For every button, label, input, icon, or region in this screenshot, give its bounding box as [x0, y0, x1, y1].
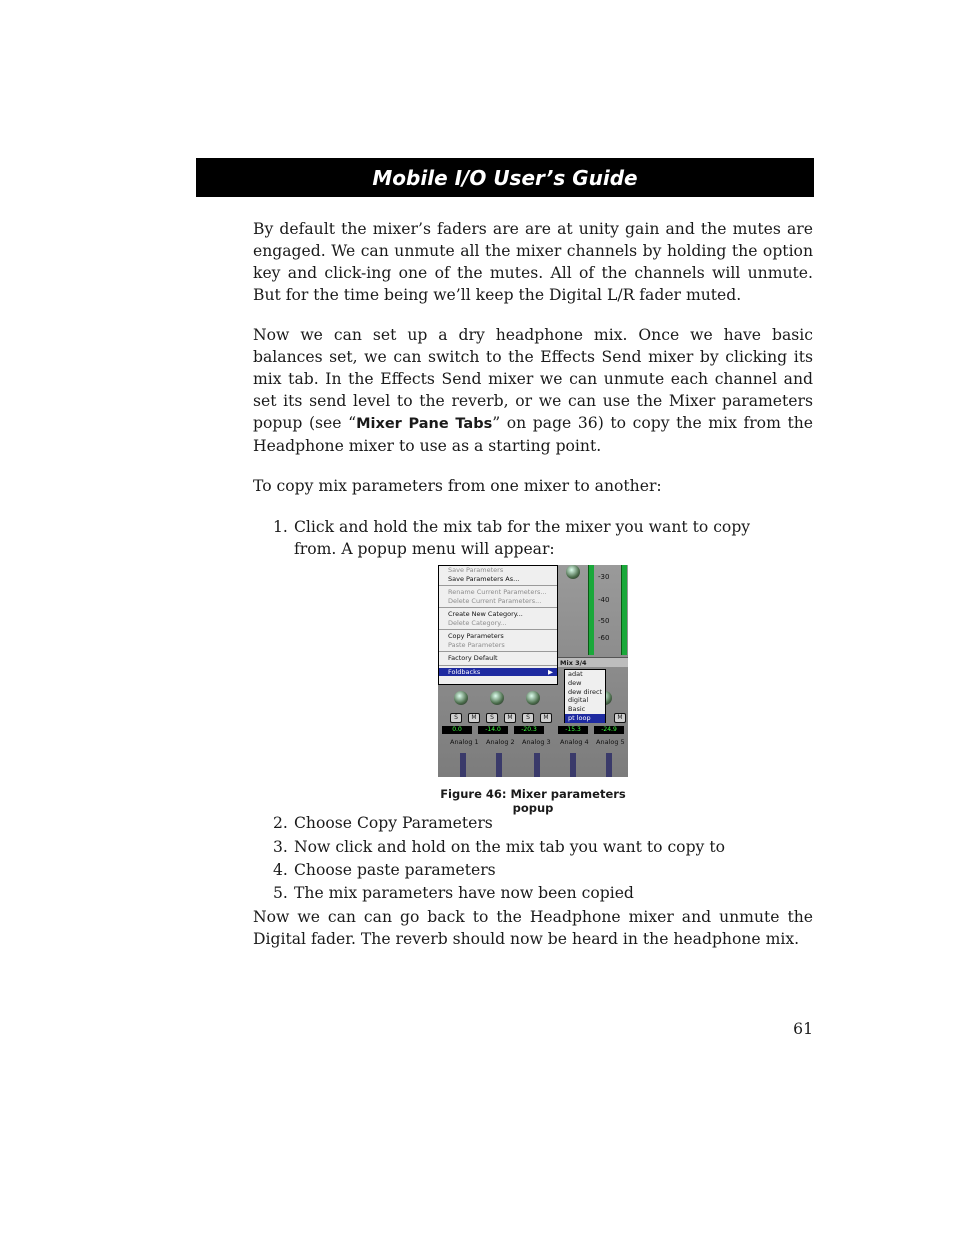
menu-separator — [439, 651, 557, 652]
menu-separator — [439, 629, 557, 630]
solo-button[interactable]: S — [522, 713, 534, 723]
step-text: Choose Copy Parameters — [294, 814, 493, 832]
mixer-parameters-figure — [438, 565, 628, 777]
level-meter-right — [621, 565, 627, 655]
step-number: 5. — [273, 884, 288, 902]
channel-label: Analog 1 — [450, 738, 479, 746]
submenu-item[interactable]: dew — [568, 678, 582, 687]
submenu-item[interactable]: digital — [568, 696, 589, 705]
mixer-parameters-popup — [438, 565, 558, 685]
mute-button[interactable]: M — [540, 713, 552, 723]
pan-knob-icon[interactable] — [490, 691, 504, 705]
paragraph-2-text-b: ” on page 36) to copy the mix from the Headphone mixer to use as a starting point. — [253, 414, 813, 455]
mute-button[interactable]: M — [614, 713, 626, 723]
pan-knob-icon[interactable] — [454, 691, 468, 705]
menu-item-create-category[interactable]: Create New Category... — [448, 610, 523, 618]
fader-handle[interactable] — [496, 753, 502, 777]
level-readout: -14.0 — [478, 726, 508, 734]
fader-handle[interactable] — [606, 753, 612, 777]
channel-label: Analog 3 — [522, 738, 551, 746]
menu-item-delete-category[interactable]: Delete Category... — [448, 618, 507, 627]
fader-handle[interactable] — [570, 753, 576, 777]
solo-button[interactable]: S — [450, 713, 462, 723]
step-text: Choose paste parameters — [294, 861, 496, 879]
mix-tab[interactable] — [556, 657, 628, 667]
menu-item-save-parameters-as[interactable]: Save Parameters As... — [448, 574, 520, 583]
solo-button[interactable]: S — [486, 713, 498, 723]
submenu-item[interactable]: Basic — [568, 705, 586, 714]
menu-separator — [439, 665, 557, 666]
menu-separator — [439, 585, 557, 586]
channel-label: Analog 4 — [560, 738, 589, 746]
paragraph-1 — [253, 218, 813, 306]
pan-knob-icon[interactable] — [526, 691, 540, 705]
page-header — [196, 158, 814, 197]
paragraph-3 — [253, 475, 813, 497]
fader-handle[interactable] — [534, 753, 540, 777]
submenu-arrow-icon: ▶ — [548, 667, 553, 676]
step-number: 1. — [273, 518, 288, 536]
level-readout: 0.0 — [442, 726, 472, 734]
pan-knob-icon[interactable] — [566, 565, 580, 579]
menu-separator — [439, 607, 557, 608]
level-readout: -20.3 — [514, 726, 544, 734]
mute-button[interactable]: M — [504, 713, 516, 723]
level-readout: -15.3 — [558, 726, 588, 734]
menu-item-copy-parameters[interactable]: Copy Parameters — [448, 632, 504, 640]
step-text: The mix parameters have now been copied — [294, 884, 634, 902]
step-1 — [273, 516, 803, 560]
mix-tab-label: Mix 3/4 — [560, 659, 587, 667]
menu-item-foldbacks-label: Foldbacks — [448, 667, 481, 676]
step-number: 4. — [273, 861, 288, 879]
paragraph-2-text-a: Now we can set up a dry headphone mix. Once we have basic balances set, we can switch to the Effects Send mixer by clicking its mix tab. In the Effects Send mixer we can unmute each channel and set its send level to the reverb, or we can use the Mixer parameters popup (see “ — [253, 326, 813, 432]
submenu-item[interactable]: adat — [568, 670, 583, 678]
paragraph-1-text: By default the mixer’s faders are are at unity gain and the mutes are engaged. We can unmute all the mixer channels by holding the option key and click-ing one of the mutes. All of the channels will unmute. But for the time being we’ll keep the Digital L/R fader muted. — [253, 220, 813, 304]
menu-item-foldbacks[interactable] — [439, 668, 557, 677]
submenu-item[interactable]: dew direct — [568, 687, 603, 696]
step-number: 2. — [273, 814, 288, 832]
step-4 — [273, 859, 496, 881]
level-readout: -24.9 — [594, 726, 624, 734]
menu-item-factory-default[interactable]: Factory Default — [448, 654, 498, 662]
menu-item-save-parameters[interactable]: Save Parameters — [448, 566, 504, 574]
menu-item-rename-current[interactable]: Rename Current Parameters... — [448, 588, 547, 596]
step-number: 3. — [273, 838, 288, 856]
step-2 — [273, 812, 493, 834]
scale-label: -30 — [598, 573, 610, 581]
scale-label: -50 — [598, 617, 610, 625]
submenu-item[interactable]: pt loop — [565, 714, 605, 723]
channel-label: Analog 5 — [596, 738, 625, 746]
paragraph-4 — [253, 906, 813, 950]
scale-label: -60 — [598, 634, 610, 642]
step-text: Click and hold the mix tab for the mixer you want to copy from. A popup menu will appear: — [294, 518, 751, 558]
header-title: Mobile I/O User’s Guide — [372, 165, 638, 190]
level-meter-left — [588, 565, 594, 655]
paragraph-3-text: To copy mix parameters from one mixer to another: — [253, 477, 662, 495]
scale-label: -40 — [598, 596, 610, 604]
figure-caption: Figure 46: Mixer parameters popup — [440, 787, 626, 815]
menu-item-delete-current[interactable]: Delete Current Parameters... — [448, 596, 542, 605]
fader-handle[interactable] — [460, 753, 466, 777]
foldbacks-submenu — [564, 669, 606, 723]
page-number: 61 — [793, 1020, 813, 1038]
step-text: Now click and hold on the mix tab you want to copy to — [294, 838, 725, 856]
paragraph-4-text: Now we can can go back to the Headphone mixer and unmute the Digital fader. The reverb should now be heard in the headphone mix. — [253, 908, 813, 948]
step-3 — [273, 836, 725, 858]
paragraph-2 — [253, 324, 813, 457]
mixer-pane-tabs-reference: Mixer Pane Tabs — [356, 416, 493, 432]
menu-item-paste-parameters[interactable]: Paste Parameters — [448, 640, 505, 649]
mute-button[interactable]: M — [468, 713, 480, 723]
step-5 — [273, 882, 634, 904]
channel-label: Analog 2 — [486, 738, 515, 746]
